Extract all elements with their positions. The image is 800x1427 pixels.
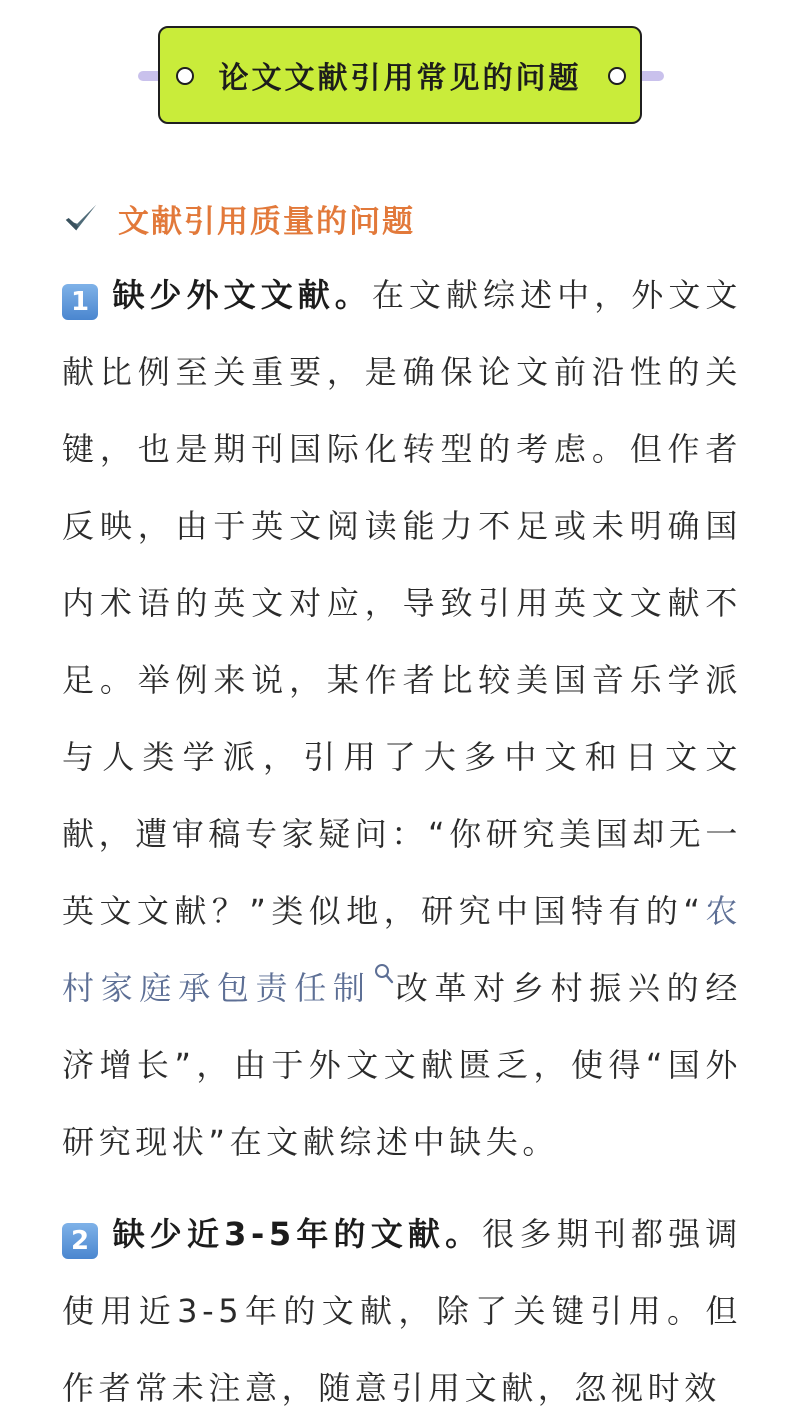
item-1-heading: 缺少外文文献。 [112,276,372,314]
paragraph-item-2 [62,1196,742,1427]
section-title: 文献引用质量的问题 [118,203,415,240]
item-1-text-b: 改革对乡村振兴的经济增长”，由于外文文献匮乏，使得“国外研究现状”在文献综述中缺失。 [62,969,742,1161]
section-heading [62,196,415,240]
paragraph-item-1 [62,257,742,1181]
banner-pin-left [176,67,194,85]
number-1-icon: 1 [62,284,98,320]
check-mark-icon [62,199,100,237]
page-title: 论文文献引用常见的问题 [218,61,582,96]
keyword-link[interactable]: 农村家庭承包责任制 [62,892,742,1007]
title-banner [138,26,664,128]
title-box [158,26,642,124]
banner-pin-right [608,67,626,85]
search-icon[interactable] [374,963,394,985]
item-2-text: 很多期刊都强调使用近3-5年的文献，除了关键引用。但作者常未注意，随意引用文献，忽视时效 [62,1215,742,1407]
item-2-heading: 缺少近3-5年的文献。 [112,1215,483,1253]
number-2-icon: 2 [62,1223,98,1259]
item-1-text-a: 在文献综述中，外文文献比例至关重要，是确保论文前沿性的关键，也是期刊国际化转型的考虑。但作者反映，由于英文阅读能力不足或未明确国内术语的英文对应，导致引用英文文献不足。举例来说，某作者比较美国音乐学派与人类学派，引用了大多中文和日文文献，遭审稿专家疑问：“你研究美国却无一英文文献？”类似地，研究中国特有的“ [62,276,742,930]
